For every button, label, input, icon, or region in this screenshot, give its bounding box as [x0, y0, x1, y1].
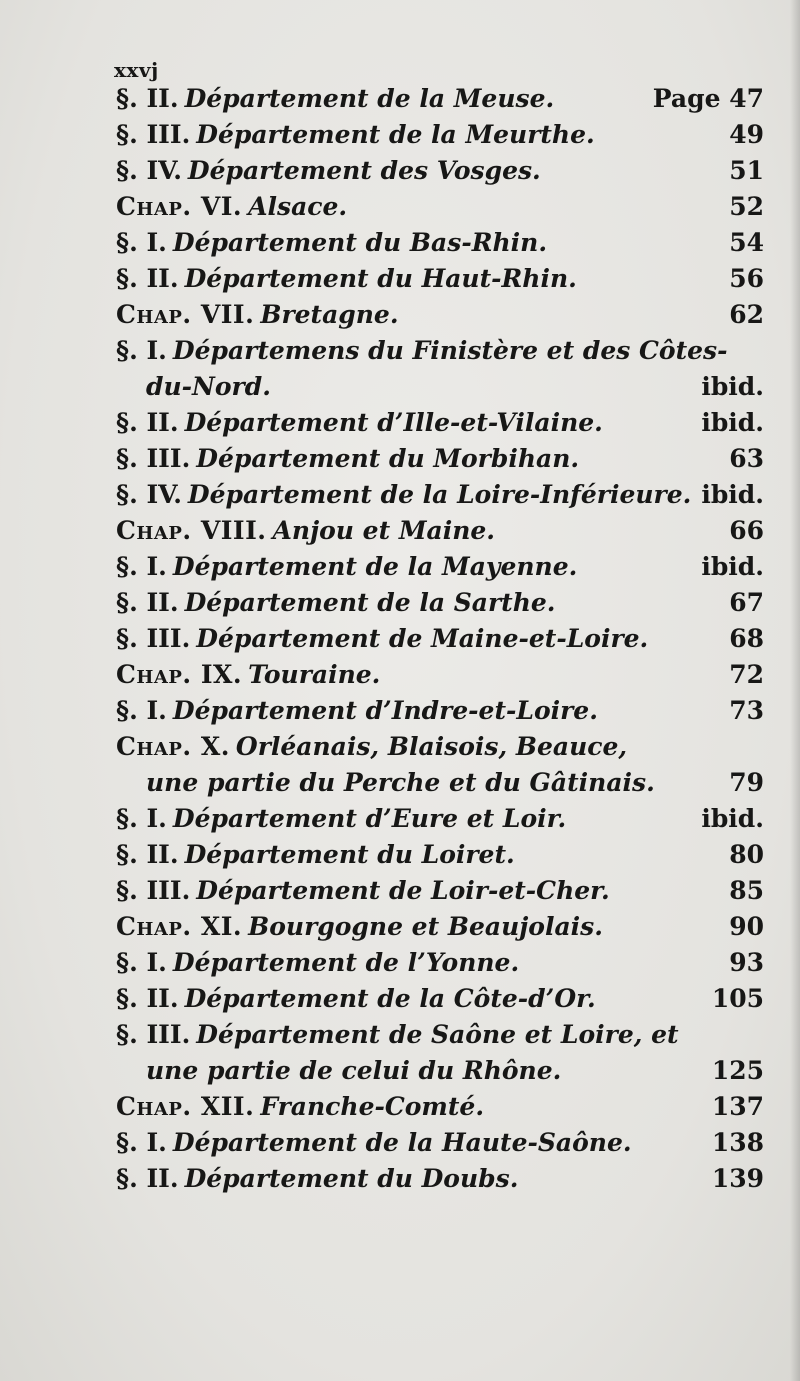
toc-entry-continuation [146, 369, 764, 405]
toc-entry [116, 837, 764, 873]
toc-entry-label: §. I. [116, 552, 167, 581]
toc-entry-label: §. III. [116, 444, 191, 473]
toc-entry [116, 1017, 764, 1053]
toc-chapter [116, 1089, 764, 1125]
page-folio: xxvj [114, 58, 159, 82]
toc-entry-title: Département de l’Yonne. [172, 948, 520, 977]
toc-entry [116, 81, 764, 117]
toc-entry [116, 549, 764, 585]
toc-chapter-title: Franche-Comté. [260, 1092, 485, 1121]
toc-entry-label: §. I. [116, 804, 167, 833]
toc-chapter [116, 657, 764, 693]
toc-entry-title: une partie de celui du Rhône. [146, 1056, 562, 1085]
toc-entry [116, 1125, 764, 1161]
toc-entry-label: §. IV. [116, 480, 182, 509]
toc-chapter [116, 729, 764, 765]
toc-entry-label: §. II. [116, 408, 179, 437]
toc-entry-page: 49 [729, 120, 764, 149]
toc-entry-title: Départemens du Finistère et des Côtes- [172, 336, 728, 365]
toc-entry-label: §. I. [116, 948, 167, 977]
toc-entry-label: §. II. [116, 264, 179, 293]
toc-entry-continuation [146, 1053, 764, 1089]
toc-entry-title: Département de Saône et Loire, et [196, 1020, 679, 1049]
toc-entry-title: du-Nord. [146, 372, 271, 401]
toc-entry-page: ibid. [701, 552, 764, 581]
toc-entry-title: Département des Vosges. [187, 156, 541, 185]
toc-entry [116, 873, 764, 909]
toc-entry-label: §. IV. [116, 156, 182, 185]
toc-chapter-label: Chap. IX. [116, 660, 243, 689]
toc-entry-page: 73 [729, 696, 764, 725]
toc-entry [116, 477, 764, 513]
toc-entry-page: 68 [729, 624, 764, 653]
toc-entry [116, 225, 764, 261]
toc-entry-page: 54 [729, 228, 764, 257]
toc-entry-title: Département de la Sarthe. [184, 588, 556, 617]
toc-entry-label: §. I. [116, 696, 167, 725]
toc-entry-page: ibid. [701, 480, 764, 509]
toc-entry-title: Département d’Ille-et-Vilaine. [184, 408, 603, 437]
toc-entry-label: §. I. [116, 336, 167, 365]
toc-entry-page: 90 [729, 912, 764, 941]
toc-entry-label: §. I. [116, 1128, 167, 1157]
toc-entry [116, 585, 764, 621]
toc-entry-page: 72 [729, 660, 764, 689]
toc-entry-page: 66 [729, 516, 764, 545]
toc-chapter [116, 513, 764, 549]
page-edge-shadow [790, 0, 800, 1381]
toc-chapter-title: Anjou et Maine. [272, 516, 495, 545]
toc-entry-title: Département de la Haute-Saône. [172, 1128, 632, 1157]
toc-chapter-title: Bretagne. [260, 300, 399, 329]
toc-entry-page: 67 [729, 588, 764, 617]
toc-chapter-label: Chap. VII. [116, 300, 255, 329]
toc-entry-title: une partie du Perche et du Gâtinais. [146, 768, 655, 797]
toc-entry [116, 153, 764, 189]
toc-entry [116, 1161, 764, 1197]
toc-entry-title: Département de la Meuse. [184, 84, 555, 113]
toc-entry-continuation [146, 765, 764, 801]
toc-entry-page: ibid. [701, 372, 764, 401]
toc-entry-title: Département d’Indre-et-Loire. [172, 696, 598, 725]
toc-entry-page: ibid. [701, 408, 764, 437]
toc-chapter [116, 189, 764, 225]
toc-entry-page: 93 [729, 948, 764, 977]
toc-entry-page: 79 [729, 768, 764, 797]
toc-entry [116, 945, 764, 981]
toc-entry-page: 56 [729, 264, 764, 293]
toc-chapter-title: Orléanais, Blaisois, Beauce, [235, 732, 628, 761]
toc-entry-title: Département du Morbihan. [196, 444, 580, 473]
toc-entry-title: Département de la Meurthe. [196, 120, 595, 149]
toc-entry-title: Département de Maine-et-Loire. [196, 624, 649, 653]
toc-entry-label: §. II. [116, 1164, 179, 1193]
toc-entry-label: §. III. [116, 624, 191, 653]
toc-entry-page: 85 [729, 876, 764, 905]
toc-entry-label: §. II. [116, 84, 179, 113]
toc-entry [116, 261, 764, 297]
toc-entry [116, 117, 764, 153]
toc-chapter-label: Chap. XII. [116, 1092, 255, 1121]
toc-entry-title: Département du Doubs. [184, 1164, 519, 1193]
toc-entry-label: §. II. [116, 984, 179, 1013]
toc-entry-title: Département du Bas-Rhin. [172, 228, 548, 257]
toc-entry-page: ibid. [701, 804, 764, 833]
toc-entry-label: §. III. [116, 1020, 191, 1049]
toc-entry-title: Département du Loiret. [184, 840, 515, 869]
toc-entry-page: 139 [711, 1164, 764, 1193]
toc-entry-label: §. I. [116, 228, 167, 257]
toc-entry-label: §. II. [116, 588, 179, 617]
toc-entry-page: 80 [729, 840, 764, 869]
toc-entry [116, 441, 764, 477]
toc-entry [116, 621, 764, 657]
toc-entry [116, 693, 764, 729]
toc-entry [116, 405, 764, 441]
toc-entry-title: Département de Loir-et-Cher. [196, 876, 610, 905]
toc-entry-title: Département de la Loire-Inférieure. [187, 480, 692, 509]
toc-chapter-label: Chap. VIII. [116, 516, 267, 545]
toc-entry-page: 51 [729, 156, 764, 185]
toc-entry-title: Département de la Mayenne. [172, 552, 578, 581]
toc-entry-page: 138 [711, 1128, 764, 1157]
toc-entry-page: 62 [729, 300, 764, 329]
toc-chapter [116, 297, 764, 333]
toc-chapter-label: Chap. X. [116, 732, 230, 761]
toc-chapter-label: Chap. XI. [116, 912, 243, 941]
toc-entry-title: Département de la Côte-d’Or. [184, 984, 596, 1013]
toc-entry-title: Département du Haut-Rhin. [184, 264, 577, 293]
toc-entry-page: 52 [729, 192, 764, 221]
toc-chapter-label: Chap. VI. [116, 192, 243, 221]
toc-entry-title: Département d’Eure et Loir. [172, 804, 567, 833]
toc-entry [116, 333, 764, 369]
toc-entry-label: §. II. [116, 840, 179, 869]
toc-entry-label: §. III. [116, 120, 191, 149]
toc-entry-label: §. III. [116, 876, 191, 905]
toc-chapter-title: Alsace. [248, 192, 348, 221]
toc-entry [116, 801, 764, 837]
toc-entry-page: 63 [729, 444, 764, 473]
toc-entry [116, 981, 764, 1017]
toc-entry-page: 105 [711, 984, 764, 1013]
toc-entry-page: 125 [711, 1056, 764, 1085]
toc-chapter-title: Touraine. [248, 660, 381, 689]
toc-chapter [116, 909, 764, 945]
toc-chapter-title: Bourgogne et Beaujolais. [248, 912, 603, 941]
toc-entry-page: Page 47 [652, 84, 764, 113]
toc-entry-page: 137 [711, 1092, 764, 1121]
